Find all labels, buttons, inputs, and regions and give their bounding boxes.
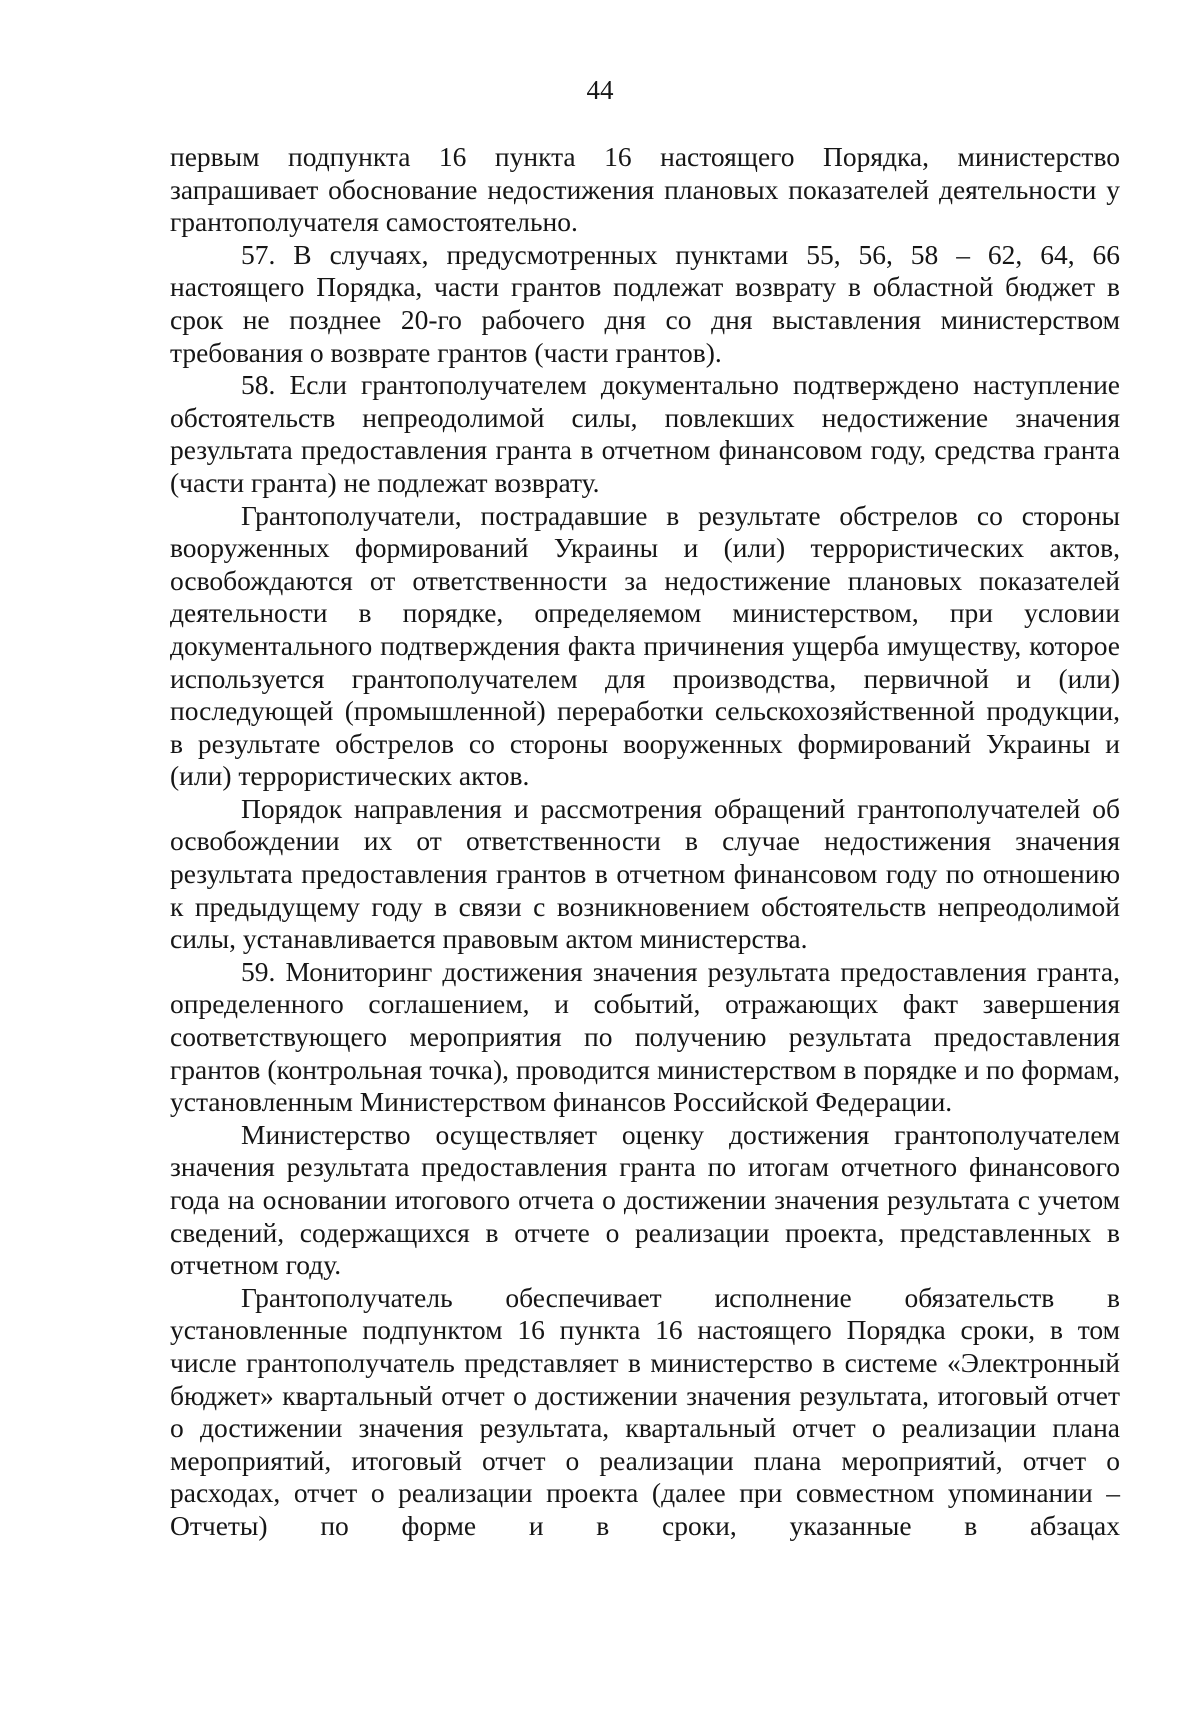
document-body: [170, 141, 1120, 1543]
paragraph-ministry-assessment: Министерство осуществляет оценку достижения грантополучателем значения результата предоставления гранта по итогам отчетного финансового года на основании итогового отчета о достижении значения результата с учетом сведений, содержащихся в отчете о реализации проекта, представленных в отчетном году.: [170, 1118, 1120, 1281]
paragraph-grant-recipients-shelling: Грантополучатели, пострадавшие в результате обстрелов со стороны вооруженных формирований Украины и (или) террористических актов, освобождаются от ответственности за недостижение плановых показателей деятельности в порядке, определяемом министерством, при условии документального подтверждения факта причинения ущерба имуществу, которое используется грантополучателем для производства, первичной и (или) последующей (промышленной) переработки сельскохозяйственной продукции, в результате обстрелов со стороны вооруженных формирований Украины и (или) террористических актов.: [170, 499, 1120, 792]
paragraph-appeals-procedure: Порядок направления и рассмотрения обращений грантополучателей об освобождении их от ответственности в случае недостижения значения результата предоставления грантов в отчетном финансовом году по отношению к предыдущему году в связи с возникновением обстоятельств непреодолимой силы, устанавливается правовым актом министерства.: [170, 792, 1120, 955]
paragraph-item-57: 57. В случаях, предусмотренных пунктами 55, 56, 58 – 62, 64, 66 настоящего Порядка, части грантов подлежат возврату в областной бюджет в срок не позднее 20-го рабочего дня со дня выставления министерством требования о возврате грантов (части грантов).: [170, 238, 1120, 368]
paragraph-obligations-reports: Грантополучатель обеспечивает исполнение обязательств в установленные подпунктом 16 пункта 16 настоящего Порядка сроки, в том числе грантополучатель представляет в министерство в системе «Электронный бюджет» квартальный отчет о достижении значения результата, итоговый отчет о достижении значения результата, квартальный отчет о реализации плана мероприятий, итоговый отчет о реализации плана мероприятий, отчет о расходах, отчет о реализации проекта (далее при совместном упоминании – Отчеты) по форме и в сроки, указанные в абзацах: [170, 1281, 1120, 1541]
paragraph-item-58: 58. Если грантополучателем документально подтверждено наступление обстоятельств непреодолимой силы, повлекших недостижение значения результата предоставления гранта в отчетном финансовом году, средства гранта (части гранта) не подлежат возврату.: [170, 369, 1120, 498]
paragraph-item-59: 59. Мониторинг достижения значения результата предоставления гранта, определенного соглашением, и событий, отражающих факт завершения соответствующего мероприятия по получению результата предоставления грантов (контрольная точка), проводится министерством в порядке и по формам, установленным Министерством финансов Российской Федерации.: [170, 955, 1120, 1118]
page-number: 44: [586, 75, 614, 105]
paragraph-continuation: первым подпункта 16 пункта 16 настоящего Порядка, министерство запрашивает обоснование недостижения плановых показателей деятельности у грантополучателя самостоятельно.: [170, 141, 1120, 238]
